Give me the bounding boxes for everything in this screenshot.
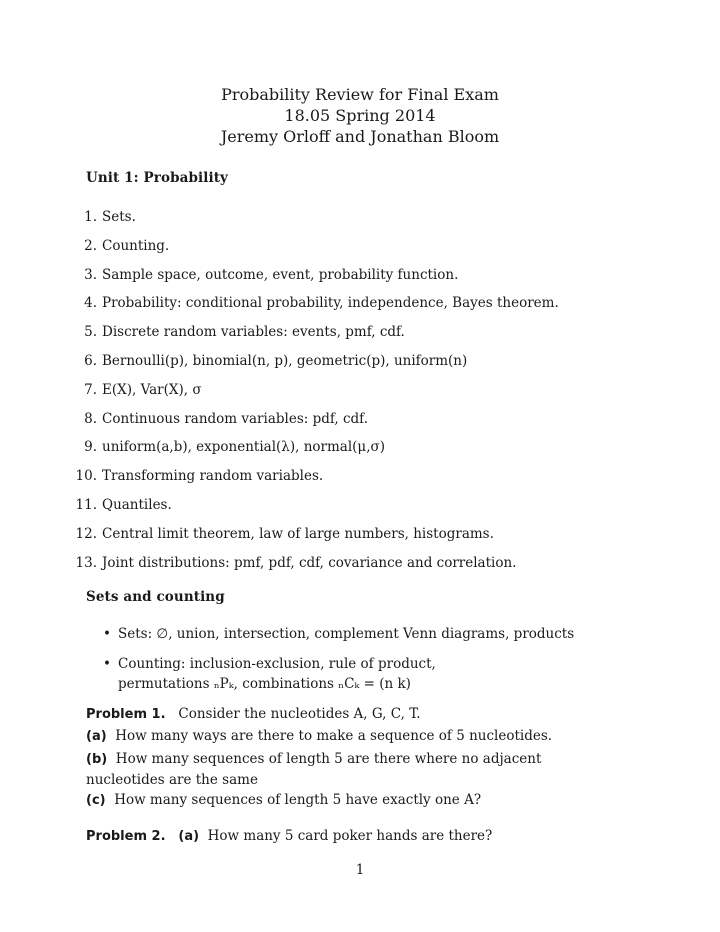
item-text: Discrete random variables: events, pmf, cdf. <box>102 324 405 341</box>
item-number: 5. <box>84 324 97 341</box>
list-item <box>0 497 720 526</box>
list-item <box>0 238 720 267</box>
list-item <box>0 468 720 497</box>
bullet-text <box>118 654 436 694</box>
bullet-text: Sets: ∅, union, intersection, complement Venn diagrams, products <box>118 626 575 642</box>
problem-1-statement <box>86 704 606 725</box>
part-text: How many sequences of length 5 are there where no adjacent nucleotides are the same <box>86 751 542 788</box>
item-number: 8. <box>84 410 97 427</box>
list-item <box>0 209 720 238</box>
list-item <box>0 267 720 296</box>
bullet-icon: • <box>103 626 111 642</box>
item-text: Sets. <box>102 209 136 225</box>
item-number: 1. <box>84 209 97 225</box>
list-item <box>0 439 720 468</box>
item-text: Transforming random variables. <box>102 468 324 485</box>
part-label: (c) <box>86 793 106 808</box>
part-text: How many ways are there to make a sequence of 5 nucleotides. <box>115 728 553 744</box>
sets-counting-list <box>0 624 720 698</box>
part-label: (a) <box>178 829 200 844</box>
bullet-line: permutations ₙPₖ, combinations ₙCₖ = (n k) <box>118 676 411 692</box>
item-text: Probability: conditional probability, independence, Bayes theorem. <box>102 295 559 312</box>
list-item <box>0 654 720 698</box>
problem-2-statement <box>86 826 606 847</box>
part-text: How many 5 card poker hands are there? <box>207 828 493 844</box>
item-text: Central limit theorem, law of large numbers, histograms. <box>102 525 494 542</box>
item-text: E(X), Var(X), σ <box>102 381 202 398</box>
problem-1b <box>86 749 606 790</box>
item-number: 3. <box>84 266 97 283</box>
document-title: Probability Review for Final Exam <box>221 85 499 104</box>
problem-label: Problem 1. <box>86 707 166 722</box>
authors: Jeremy Orloff and Jonathan Bloom <box>220 127 500 146</box>
part-label: (b) <box>86 752 108 767</box>
bullet-icon: • <box>103 656 111 672</box>
title-block <box>0 84 720 147</box>
part-label: (a) <box>86 729 107 744</box>
problem-1c <box>86 790 606 811</box>
list-item <box>0 324 720 353</box>
problem-intro: Consider the nucleotides A, G, C, T. <box>178 706 421 722</box>
item-number: 12. <box>75 525 97 542</box>
unit1-heading: Unit 1: Probability <box>86 170 228 186</box>
item-number: 7. <box>84 381 97 398</box>
item-number: 10. <box>75 468 97 485</box>
item-number: 4. <box>84 295 97 312</box>
problem-1a <box>86 726 606 747</box>
unit1-topic-list <box>0 209 720 583</box>
item-number: 9. <box>84 439 97 456</box>
item-number: 6. <box>84 352 97 369</box>
item-number: 13. <box>75 554 97 571</box>
item-text: Bernoulli(p), binomial(n, p), geometric(p), uniform(n) <box>102 352 468 369</box>
list-item <box>0 624 720 654</box>
item-number: 2. <box>84 237 97 254</box>
list-item <box>0 555 720 584</box>
sets-counting-heading: Sets and counting <box>86 589 225 605</box>
item-text: Continuous random variables: pdf, cdf. <box>102 410 368 427</box>
list-item <box>0 295 720 324</box>
bullet-line: Counting: inclusion-exclusion, rule of product, <box>118 656 436 672</box>
course-term: 18.05 Spring 2014 <box>284 106 436 125</box>
problem-label: Problem 2. <box>86 829 166 844</box>
list-item <box>0 411 720 440</box>
list-item <box>0 526 720 555</box>
list-item <box>0 353 720 382</box>
list-item <box>0 382 720 411</box>
item-text: uniform(a,b), exponential(λ), normal(μ,σ) <box>102 439 385 456</box>
item-text: Joint distributions: pmf, pdf, cdf, covariance and correlation. <box>102 554 517 571</box>
page-number: 1 <box>355 862 365 878</box>
item-text: Sample space, outcome, event, probability function. <box>102 266 459 283</box>
item-text: Quantiles. <box>102 496 172 513</box>
part-text: How many sequences of length 5 have exactly one A? <box>114 792 482 808</box>
item-number: 11. <box>75 496 97 513</box>
item-text: Counting. <box>102 237 170 254</box>
